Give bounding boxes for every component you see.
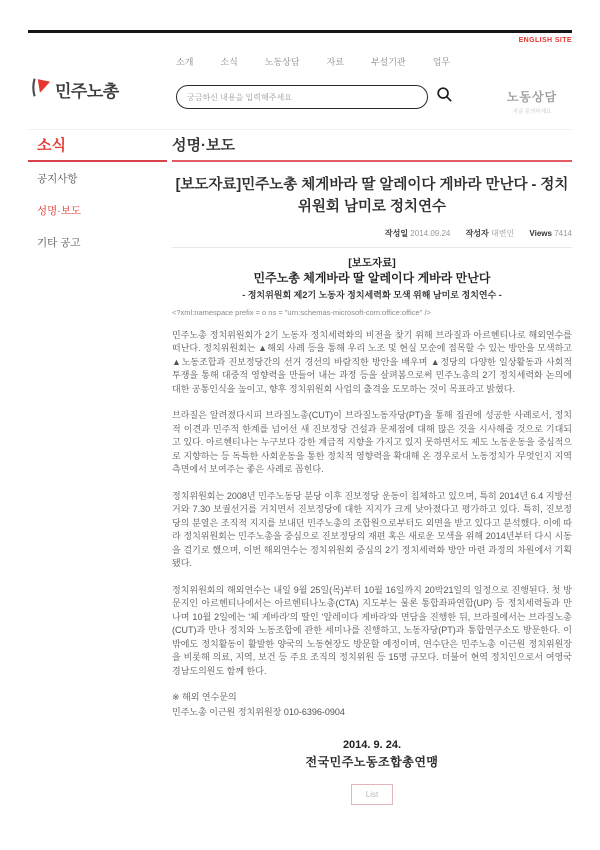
body-paragraph: 정치위원회는 2008년 민주노동당 분당 이후 진보정당 운동이 침체하고 있으며, 특히 2014년 6.4 지방선거와 7.30 보궐선거를 거치면서 진보정당에 대한 지지가 크게 낮아졌다고 평가하고 있다. 특히, 진보정당의 분열은 조직적 지지를 보내던 민주노총의 조합원으로부터도 외면을 받고 있다고 분석했다. 이에 따라 정치위원회는 민주노총을 중심으로 진보정당의 재편 혹은 새로운 모색을 위해 2014년부터 다시 시동을 걸기로 했으며, 이번 해외연수는 정치위원회 중심의 2기 정치세력화 방안 마련 과정의 차원에서 기획됐다. — [172, 490, 572, 568]
signature-org: 전국민주노동조합총연맹 — [305, 754, 439, 769]
kctu-flag-icon — [28, 76, 51, 104]
page — [28, 30, 572, 805]
meta-views-label: Views — [529, 228, 552, 238]
meta-date-value: 2014.09.24 — [410, 228, 451, 238]
meta-author-label: 작성자 — [465, 228, 489, 238]
labor-counsel-widget[interactable] — [492, 88, 572, 115]
article-title: [보도자료]민주노총 체게바라 딸 알레이다 게바라 만난다 - 정치위원회 남미로 정치연수 — [175, 177, 569, 215]
content — [28, 129, 572, 805]
article-body — [172, 257, 572, 770]
sidebar-item-notice[interactable]: 공지사항 — [37, 173, 78, 185]
nav-item-counsel[interactable]: 노동상담 — [264, 57, 300, 67]
header — [28, 50, 572, 115]
meta-views-value: 7414 — [554, 228, 572, 238]
nav-item-news[interactable]: 소식 — [220, 57, 238, 67]
nav-item-materials[interactable]: 자료 — [326, 57, 344, 67]
english-site-link[interactable]: ENGLISH SITE — [518, 37, 572, 44]
press-headline: 민주노총 체게바라 딸 알레이다 게바라 만난다 — [253, 271, 491, 285]
press-release-tag: [보도자료] — [348, 256, 396, 269]
xml-namespace-line: <?xml:namespace prefix = o ns = "urn:schemas-microsoft-com:office:office" /> — [172, 308, 431, 317]
header-middle — [146, 50, 492, 115]
top-black-bar — [28, 30, 572, 33]
main-nav — [176, 50, 492, 68]
article-meta — [172, 228, 572, 239]
nav-item-intro[interactable]: 소개 — [176, 57, 194, 67]
labor-counsel-subtitle: 지금 문의하세요 — [512, 109, 552, 115]
nav-item-affiliates[interactable]: 부설기관 — [370, 57, 406, 67]
logo[interactable] — [28, 64, 146, 115]
sidebar-item-other[interactable]: 기타 공고 — [37, 237, 81, 249]
inquiry-note: ※ 해외 연수문의 — [172, 692, 237, 702]
body-paragraph: 브라질은 알려졌다시피 브라질노총(CUT)이 브라질노동자당(PT)을 통해 집권에 성공한 사례로서, 정치적 이견과 민주적 한계를 넘어선 새 진보정당 건설과 문제점에 대해 많은 것을 시사해줄 것으로 기대되고 있다. 아르헨티나는 누구보다 강한 계급적 지향을 가지고 있지 못하면서도 제도 노동운동을 중심적으로 지향하는 등 독특한 사회운동을 통한 정치적 영향력을 확대해 온 경우로서 노동정치가 무엇인지 지역 측면에서 보여주는 좋은 사례로 꼽힌다. — [172, 410, 572, 474]
page-title: 성명·보도 — [172, 137, 235, 154]
meta-author-value: 대변인 — [491, 228, 515, 238]
logo-text: 민주노총 — [55, 82, 119, 101]
article-area — [172, 135, 572, 805]
body-paragraph: 정치위원회의 해외연수는 내일 9월 25일(목)부터 10월 16일까지 20박21일의 일정으로 진행된다. 첫 방문지인 아르헨티나에서는 아르헨티나노총(CTA) 지도부는 물론 통합좌파연합(UP) 등 정치세력들과 만나며 10월 2일에는 '체 게바라'의 딸인 '알레이다 게바라'와 면담을 진행한 뒤, 브라질에서는 브라질노총(CUT)과 만나 정치와 노동조합에 관한 세미나를 진행하고, 노동자당(PT)과 통합연구소도 방문한다. 이밖에도 정치활동이 활발한 양국의 노동현장도 방문할 예정이며, 연수단은 민주노총 이근원 정치위원장을 비롯해 의료, 지역, 보건 등 주요 조직의 정치위원 등 15명 규모다. 더불어 현역 정치인으로서 여영국 경남도의원도 함께 한다. — [172, 584, 572, 676]
meta-divider — [172, 247, 572, 248]
signature-block — [172, 739, 572, 769]
body-paragraph: 민주노총 정치위원회가 2기 노동자 정치세력화의 비전을 찾기 위해 브라질과 아르헨티나로 해외연수를 떠난다. 정치위원회는 ▲해외 사례 등을 통해 우리 노조 및 현실 모순에 접목할 수 있는 방안을 모색하고 ▲노동조합과 진보정당간의 선거 경선의 바람직한 방안을 배우며 ▲정당의 다양한 일상활동과 사회적 투쟁을 통해 대중적 영향력을 만들어 내는 과정 등을 살펴봄으로써 민주노총의 2기 정치세력화 논의에 대한 공통인식을 높이고, 향후 정치위원회 사업의 출격을 도모하는 것이 목표라고 밝혔다. — [172, 329, 572, 394]
search-icon[interactable] — [436, 86, 453, 108]
search-row — [176, 85, 492, 109]
sidebar — [28, 135, 172, 805]
sidebar-title: 소식 — [37, 137, 66, 154]
search-input[interactable] — [187, 93, 417, 102]
page-title-underline — [172, 160, 572, 162]
list-button[interactable]: List — [351, 784, 393, 805]
inquiry-contact: 민주노총 이근원 정치위원장 010-6396-0904 — [172, 706, 345, 717]
search-input-wrap — [176, 85, 428, 109]
sidebar-item-statements[interactable]: 성명·보도 — [37, 205, 82, 217]
signature-date: 2014. 9. 24. — [342, 739, 402, 751]
labor-counsel-title: 노동상담 — [506, 90, 558, 104]
meta-date-label: 작성일 — [384, 228, 409, 238]
press-subhead: - 정치위원회 제2기 노동자 정치세력화 모색 위해 남미로 정치연수 - — [242, 289, 502, 300]
nav-item-work[interactable]: 업무 — [432, 57, 451, 67]
